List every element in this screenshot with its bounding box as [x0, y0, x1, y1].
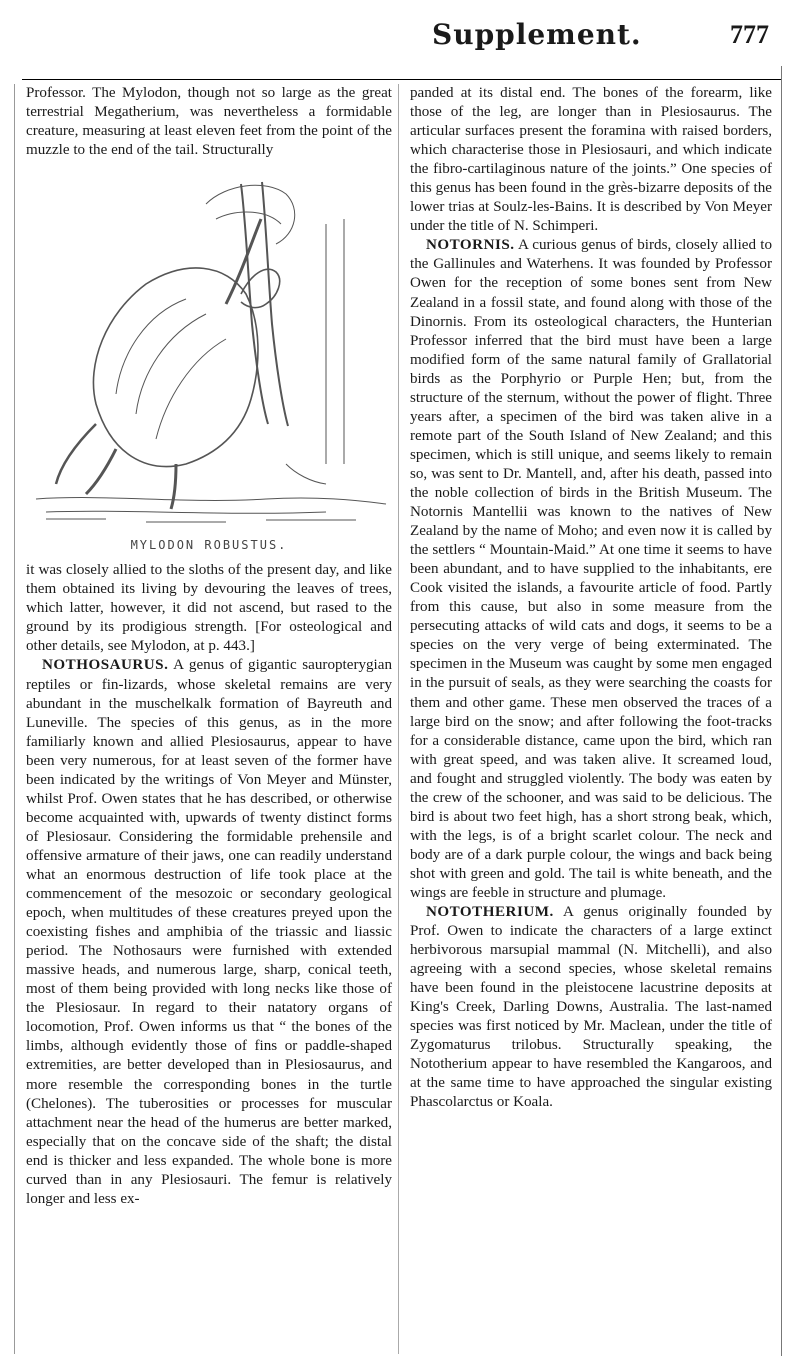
entry-body-notornis: A curious genus of birds, closely allied to the Gallinules and Waterhens. It was founded by Professor Owen for the reception of some bones sent from New Zealand in a fossil state, and found along with those of the Dinornis. From its osteological characters, the Hunterian Professor inferred that the bird must have been a large modified form of the same natural family of Grallatorial birds as the Porphyrio or Purple Hen; but, from the structure of the sternum, without the power of flight. Three years after, a specimen of the bird was taken alive in a remote part of the South Island of New Zealand; and this specimen, which is still unique, and seems likely to remain so, was sent to Dr. Mantell, and, after his death, passed into the noble collection of birds in the British Museum. The Notornis Mantellii was known to the natives of New Zealand by the name of Moho; and even now it is called by the settlers “ Mountain-Maid.” At one time it seems to have been abundant, and to have supplied to the inhabitants, ere Cook visited the islands, a favourite article of food. Partly from this cause, but also in some measure from the persecuting attacks of wild cats and dogs, it seems to be a species on the very verge of being exterminated. The specimen in the Museum was caught by some men engaged in the pursuit of seals, as they were searching the coasts for them and other game. These men observed the traces of a large bird on the snow; and after following the foot-tracks for a considerable distance, came upon the bird, which ran with great speed, and was taken alive. It screamed loud, and fought and struggled violently. The body was eaten by the crew of the schooner, and was said to be delicious. The bird is about two feet high, has a short strong beak, which, with the legs, is of a bright scarlet colour. The neck and body are of a dark purple colour, the wings and back being shot with green and gold. The tail is white beneath, and the wings are feeble in structure and plumage. — [410, 237, 772, 901]
entry-body-nothosaurus: A genus of gigantic sauropterygian reptiles or fin-lizards, whose skeletal remains are very abundant in the muschelkalk formation of Bayreuth and Luneville. The species of this genus, as in the more familiarly known and allied Plesiosaurus, appear to have been very numerous, for at least seven of the former have been indicated by the writings of Von Meyer and Münster, whilst Prof. Owen states that he has described, or otherwise become acquainted with, upwards of twenty distinct forms of Plesiosaur. Considering the formidable prehensile and offensive armature of their jaws, one can readily understand what an enormous destruction of life took place at the commencement of the mesozoic or secondary geological epoch, when multitudes of these creatures preyed upon the coexisting fishes and amphibia of the triassic and liassic period. The Nothosaurs were furnished with extended massive heads, and numerous large, sharp, conical teeth, most of them being provided with long necks like those of the Plesiosaur. In regard to their natatory organs of locomotion, Prof. Owen informs us that “ the bones of the limbs, although evidently those of fins or paddle-shaped extremities, are better developed than in Plesiosaurus, and more resemble the corresponding bones in the turtle (Chelones). The tuberosities or processes for muscular attachment near the head of the humerus are better marked, especially that on the concave side of the shaft; the distal end is thicker and less expanded. The whole bone is more curved than in any Plesiosauri. The femur is relatively longer and less ex- — [26, 657, 392, 1207]
entry-notornis — [410, 236, 772, 903]
page-number: 777 — [730, 20, 769, 49]
header-rule — [22, 79, 782, 80]
figure-caption: MYLODON ROBUSTUS. — [130, 538, 288, 553]
left-column — [26, 84, 392, 1209]
entry-heading-notornis: NOTORNIS. — [426, 237, 515, 254]
running-title: Supplement. — [432, 18, 642, 51]
entry-body-nototherium: A genus originally founded by Prof. Owen to indicate the characters of a large extinct herbivorous marsupial mammal (N. Mitchelli), and also agreeing with a second species, whose skeletal remains have been found in the pleistocene lacustrine deposits at King's Creek, Darling Downs, Australia. The last-named species was first noticed by Mr. Maclean, under the title of Zygomaturus trilobus. Structurally speaking, the Nototherium appear to have resembled the Kangaroos, and at the same time to have approached the singular existing Phascolarctus or Koala. — [410, 904, 772, 1111]
right-column — [410, 84, 772, 1113]
paragraph-mylodon-cont: it was closely allied to the sloths of the present day, and like them obtained its living by devouring the leaves of trees, which latter, however, it did not ascend, but rased to the ground by its prodigious strength. [For osteological and other details, see Mylodon, at p. 443.] — [26, 562, 392, 655]
entry-nototherium — [410, 903, 772, 1113]
paragraph-mylodon-intro: Professor. The Mylodon, though not so large as the great terrestrial Megatherium, was nevertheless a formidable creature, measuring at least eleven feet from the point of the muzzle to the end of the tail. Structurally — [26, 85, 392, 159]
entry-nothosaurus — [26, 656, 392, 1208]
mylodon-illustration — [26, 164, 392, 534]
page-edge-left — [14, 84, 15, 1354]
entry-heading-nototherium: NOTOTHERIUM. — [426, 904, 554, 921]
entry-heading-nothosaurus: NOTHOSAURUS. — [42, 657, 169, 674]
paragraph-nothosaurus-cont: panded at its distal end. The bones of the forearm, like those of the leg, are longer than in Plesiosaurus. The articular surfaces present the foramina with raised borders, which characterise those in Plesiosauri, and which indicate the fibro-cartilaginous nature of the joints.” One species of this genus has been found in the grès-bizarre deposits of the lower trias at Soulz-les-Bains. It is described by Von Meyer under the title of N. Schimperi. — [410, 85, 772, 235]
mylodon-engraving — [26, 164, 392, 534]
running-head — [0, 14, 800, 54]
column-divider — [398, 84, 399, 1354]
page-edge-right — [781, 66, 782, 1356]
